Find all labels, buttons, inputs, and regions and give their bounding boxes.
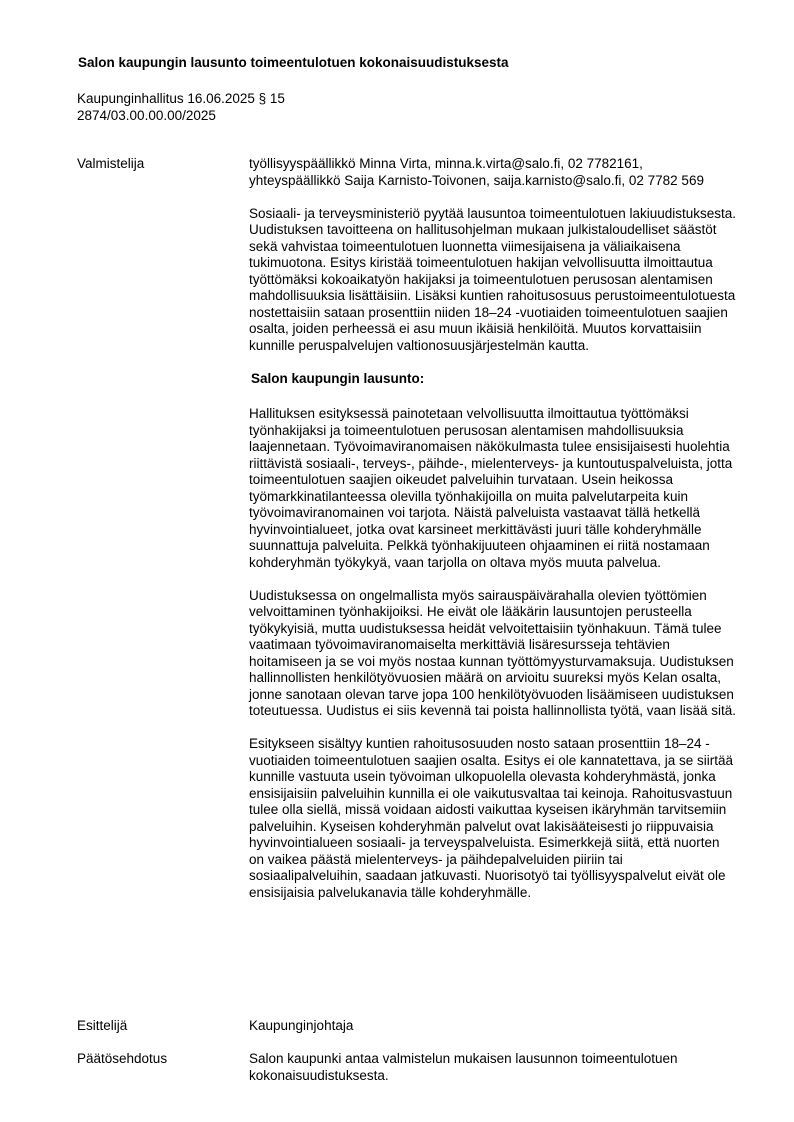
proposal-label: Päätösehdotus bbox=[77, 1051, 168, 1066]
proposal-value: Salon kaupunki antaa valmistelun mukaisen lausunnon toimeentulotuen kokonaisuudistuksesta. bbox=[249, 1051, 678, 1083]
document-title: Salon kaupungin lausunto toimeentulotuen kokonaisuudistuksesta bbox=[78, 55, 509, 70]
statement-paragraph-3: Esitykseen sisältyy kuntien rahoitusosuuden nosto sataan prosenttiin 18–24 -vuotiaiden toimeentulotuen saajien osalta. Esitys ei ole kannatettava, ja se siirtää kunnille vastuuta usein työvoiman ulkopuolella olevasta kohderyhmästä, jonka ensisijaisiin palveluihin kunnilla ei ole vaikutusvaltaa tai keinoja. Rahoitusvastuun tulee olla siellä, missä voidaan aidosti vaikuttaa kyseisen ikäryhmän tarvitsemiin palveluihin. Kyseisen kohderyhmän palvelut ovat lakisääteisesti jo riippuvaisia hyvinvointialueen sosiaali- ja terveyspalveluista. Esimerkkejä siitä, että nuorten on vaikea päästä mielenterveys- ja päihdepalveluiden piiriin tai sosiaalipalveluihin, saadaan jatkuvasti. Nuorisotyö tai työllisyyspalvelut eivät ole ensisijaisia palvelukanavia tälle kohderyhmälle. bbox=[249, 736, 734, 900]
statement-heading: Salon kaupungin lausunto: bbox=[251, 370, 425, 386]
presenter-value: Kaupunginjohtaja bbox=[249, 1018, 354, 1033]
presenter-label: Esittelijä bbox=[77, 1018, 128, 1033]
meeting-reference: Kaupunginhallitus 16.06.2025 § 15 bbox=[77, 91, 285, 106]
statement-paragraph-1: Hallituksen esityksessä painotetaan velvollisuutta ilmoittautua työttömäksi työnhakijaksi ja toimeentulotuen perusosan alentamisen mahdollisuuksia laajennetaan. Työvoimaviranomaisen näkökulmasta tulee ensisijaisesti huolehtia riittävistä sosiaali-, terveys-, päihde-, mielenterveys- ja kuntoutuspalveluista, jotta toimeentulotuen saajien oikeudet palveluihin turvataan. Usein heikossa työmarkkinatilanteessa olevilla työnhakijoilla on muita palvelutarpeita kuin työvoimaviranomainen voi tarjota. Näistä palveluista vastaavat tällä hetkellä hyvinvointialueet, jotka ovat karsineet merkittävästi juuri tälle kohderyhmälle suunnattuja palveluita. Pelkkä työnhakijuuteen ohjaaminen ei riitä nostamaan kohderyhmän työkykyä, vaan tarjolla on oltava myös muuta palvelua. bbox=[249, 406, 733, 570]
preparer-label: Valmistelija bbox=[77, 156, 145, 171]
document-meta bbox=[77, 91, 285, 124]
record-number: 2874/03.00.00.00/2025 bbox=[77, 107, 216, 123]
preparer-content bbox=[249, 156, 737, 918]
statement-paragraph-2: Uudistuksessa on ongelmallista myös sairauspäivärahalla olevien työttömien velvoittaminen työnhakijoiksi. He eivät ole lääkärin lausuntojen perusteella työkykyisiä, mutta uudistuksessa heidät velvoitettaisiin työnhakuun. Tämä tulee vaatimaan työvoimaviranomaiselta merkittäviä lisäresursseja tehtävien hoitamiseen ja se voi myös nostaa kunnan työttömyysturvamaksuja. Uudistuksen hallinnollisten henkilötyövuosien määrä on arvioitu suureksi myös Kelan osalta, jonne sanotaan olevan tarve jopa 100 henkilötyövuoden lisäämiseen uudistuksen toteutuessa. Uudistus ei siis kevennä tai poista hallinnollista työtä, vaan lisää sitä. bbox=[249, 587, 737, 718]
preparer-contacts: työllisyyspäällikkö Minna Virta, minna.k.virta@salo.fi, 02 7782161, yhteyspäällikkö Saija Karnisto-Toivonen, saija.karnisto@salo.fi, 02 7782 569 bbox=[249, 156, 704, 188]
background-paragraph: Sosiaali- ja terveysministeriö pyytää lausuntoa toimeentulotuen lakiuudistuksesta. Uudistuksen tavoitteena on hallitusohjelman mukaan julkistaloudelliset säästöt sekä vahvistaa toimeentulotuen luonnetta viimesijaisena ja väliaikaisena tukimuotona. Esitys kiristää toimeentulotuen hakijan velvollisuutta ilmoittautua työttömäksi kokoaikatyön hakijaksi ja toimeentulotuen perusosan alentamisen mahdollisuuksia lisättäisiin. Lisäksi kuntien rahoitusosuus perustoimeentulotuesta nostettaisiin sataan prosenttiin niiden 18–24 -vuotiaiden toimeentulotuen saajien osalta, joiden perheessä ei asu muun ikäisiä henkilöitä. Muutos korvattaisiin kunnille peruspalvelujen valtionosuusjärjestelmän kautta. bbox=[249, 205, 737, 353]
